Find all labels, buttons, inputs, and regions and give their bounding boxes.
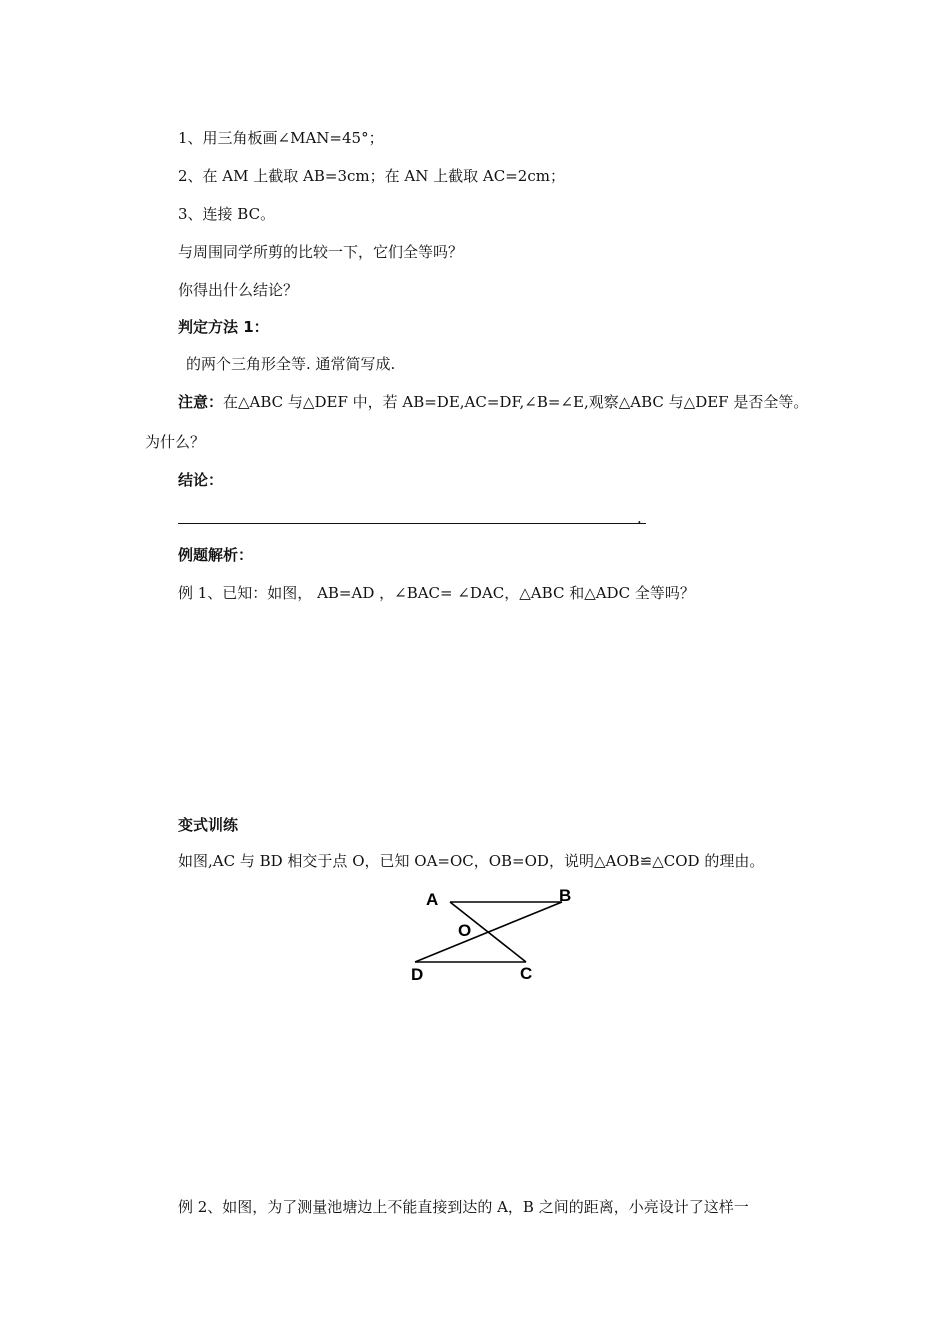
note-label: 注意： — [178, 393, 224, 411]
answer-end-dot: . — [637, 509, 642, 527]
example-1: 例 1、已知：如图， AB=AD ，∠BAC= ∠DAC，△ABC 和△ADC 全等吗？ — [178, 584, 695, 602]
variant-text: 如图,AC 与 BD 相交于点 O，已知 OA=OC，OB=OD，说明△AOB≌△COD 的理由。 — [178, 852, 765, 870]
compare-question: 与周围同学所剪的比较一下，它们全等吗？ — [178, 243, 464, 261]
note-continuation: 为什么？ — [145, 433, 206, 451]
conclusion-label: 结论： — [178, 471, 224, 489]
example-2: 例 2、如图，为了测量池塘边上不能直接到达的 A，B 之间的距离，小亮设计了这样一 — [178, 1198, 749, 1216]
note-line — [178, 392, 808, 412]
label-d: D — [411, 965, 424, 984]
note-text: 在△ABC 与△DEF 中，若 AB=DE,AC=DF,∠B=∠E,观察△ABC 与△DEF 是否全等。 — [223, 393, 809, 411]
variant-title: 变式训练 — [178, 816, 239, 834]
examples-title: 例题解析： — [178, 546, 254, 564]
method-1-title: 判定方法 1： — [178, 318, 269, 336]
label-a: A — [426, 890, 439, 909]
geometry-figure — [400, 880, 590, 985]
step-3: 3、连接 BC。 — [178, 205, 276, 223]
label-b: B — [559, 886, 572, 905]
step-1: 1、用三角板画∠MAN=45°； — [178, 129, 384, 147]
label-o: O — [458, 921, 472, 940]
step-2: 2、在 AM 上截取 AB=3cm；在 AN 上截取 AC=2cm； — [178, 167, 565, 185]
answer-blank-line — [178, 523, 646, 524]
conclusion-question: 你得出什么结论？ — [178, 281, 299, 299]
method-1-text: 的两个三角形全等. 通常简写成. — [186, 355, 396, 373]
label-c: C — [520, 964, 533, 983]
segment-bd — [415, 902, 562, 962]
